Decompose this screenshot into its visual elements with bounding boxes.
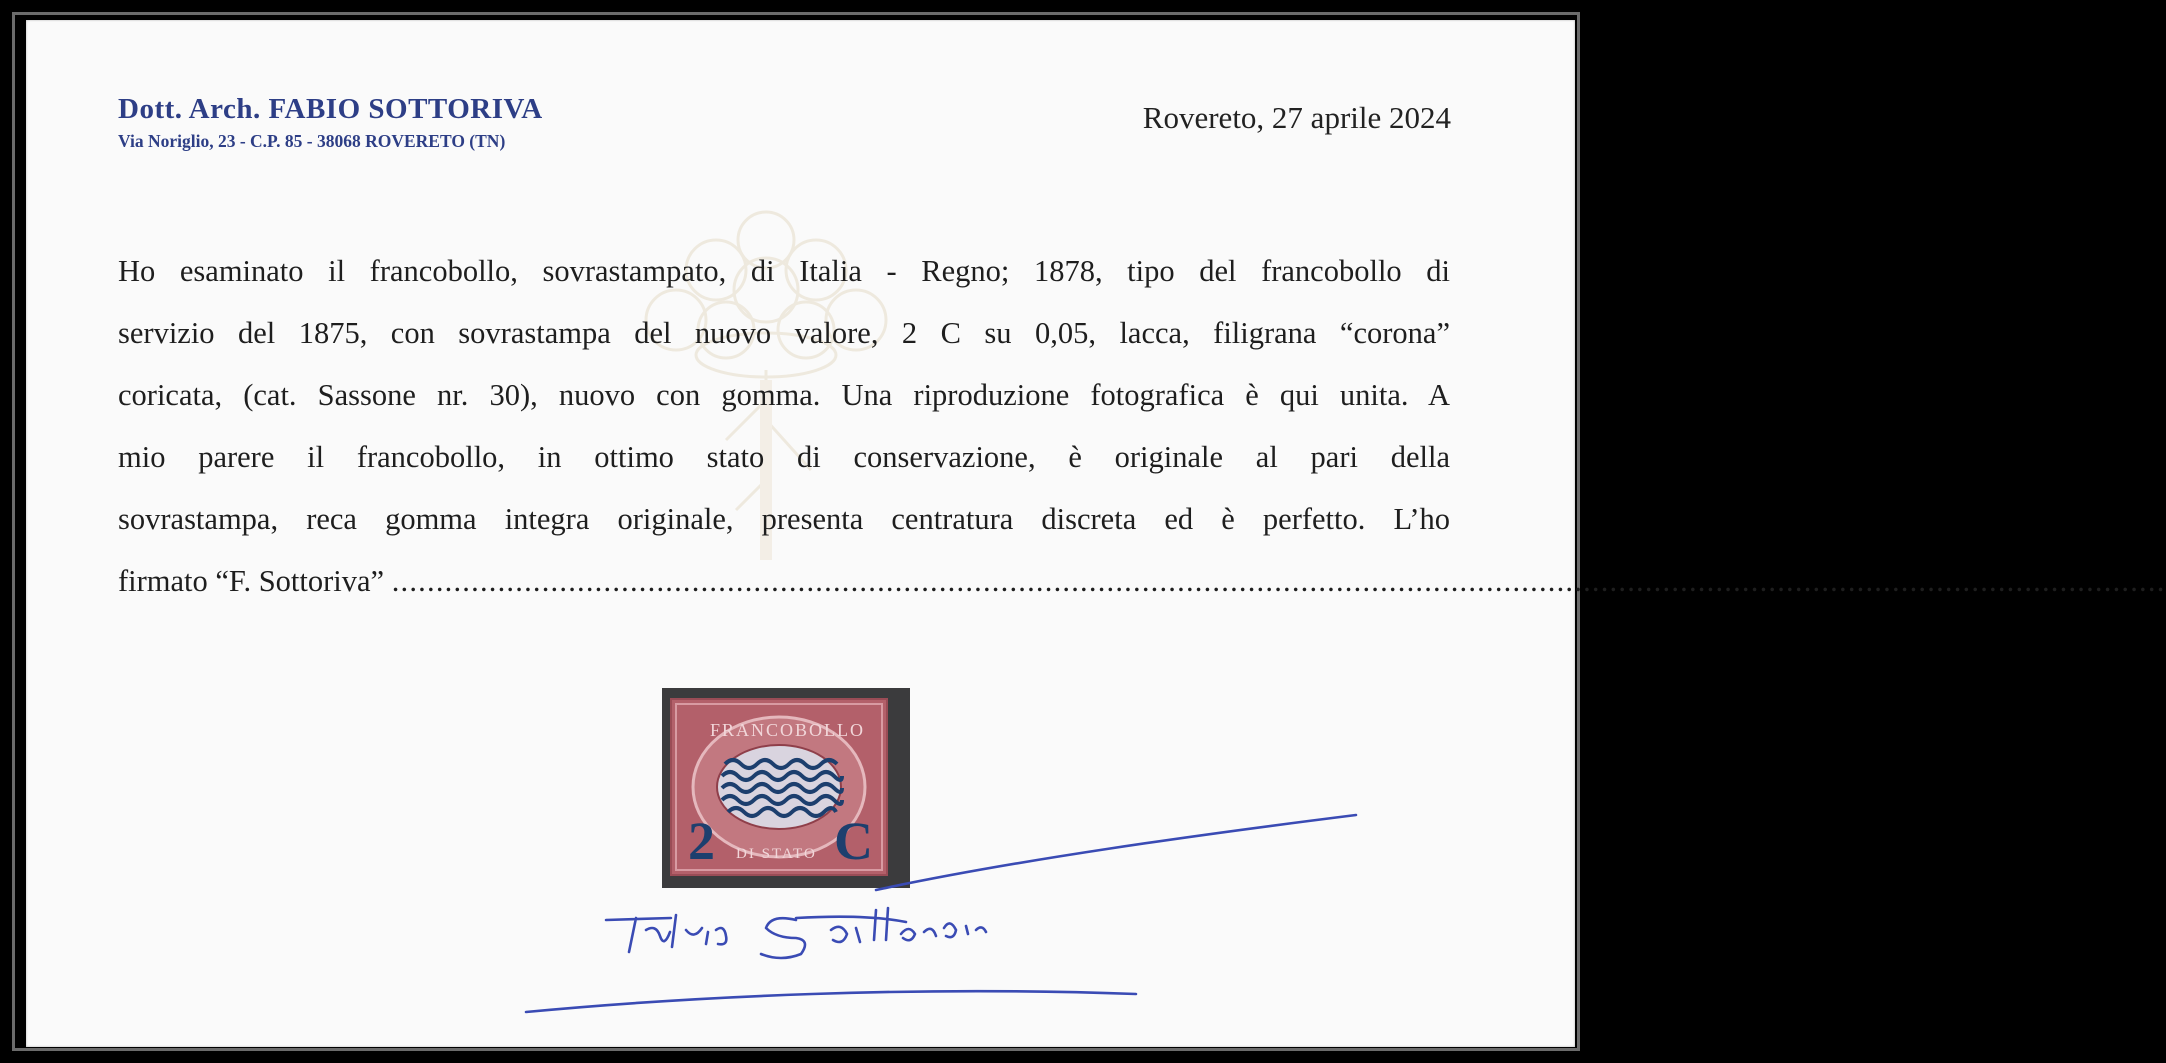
examiner-name: Dott. Arch. FABIO SOTTORIVA	[118, 93, 543, 125]
place-date: Rovereto, 27 aprile 2024	[1142, 100, 1451, 135]
stamp-top-text: FRANCOBOLLO	[710, 720, 866, 740]
text-line: sovrastampa, reca gomma integra originale, presenta centratura discreta ed è perfetto. L’ho	[118, 502, 1450, 536]
signature-line	[118, 550, 2166, 612]
signature-icon	[496, 790, 1356, 1020]
text-line: coricata, (cat. Sassone nr. 30), nuovo con gomma. Una riproduzione fotografica è qui unita. A	[118, 378, 1450, 412]
examiner-address: Via Noriglio, 23 - C.P. 85 - 38068 ROVERETO (TN)	[118, 131, 506, 151]
signed-as-label: firmato “F. Sottoriva”	[118, 564, 385, 598]
text-line: Ho esaminato il francobollo, sovrastampato, di Italia - Regno; 1878, tipo del francobollo di	[118, 254, 1450, 288]
text-line: servizio del 1875, con sovrastampa del nuovo valore, 2 C su 0,05, lacca, filigrana “corona”	[118, 316, 1450, 350]
certificate-paper	[26, 20, 2166, 1047]
text-line: mio parere il francobollo, in ottimo stato di conservazione, è originale al pari della	[118, 440, 1450, 474]
overprint-value-c: C	[834, 811, 873, 871]
dot-leader: .........................................................................................................................................................................................................	[391, 564, 2166, 598]
certificate-text	[118, 240, 2166, 612]
overprint-value-2: 2	[688, 811, 715, 871]
stamp-bottom-text: DI STATO	[736, 846, 817, 862]
